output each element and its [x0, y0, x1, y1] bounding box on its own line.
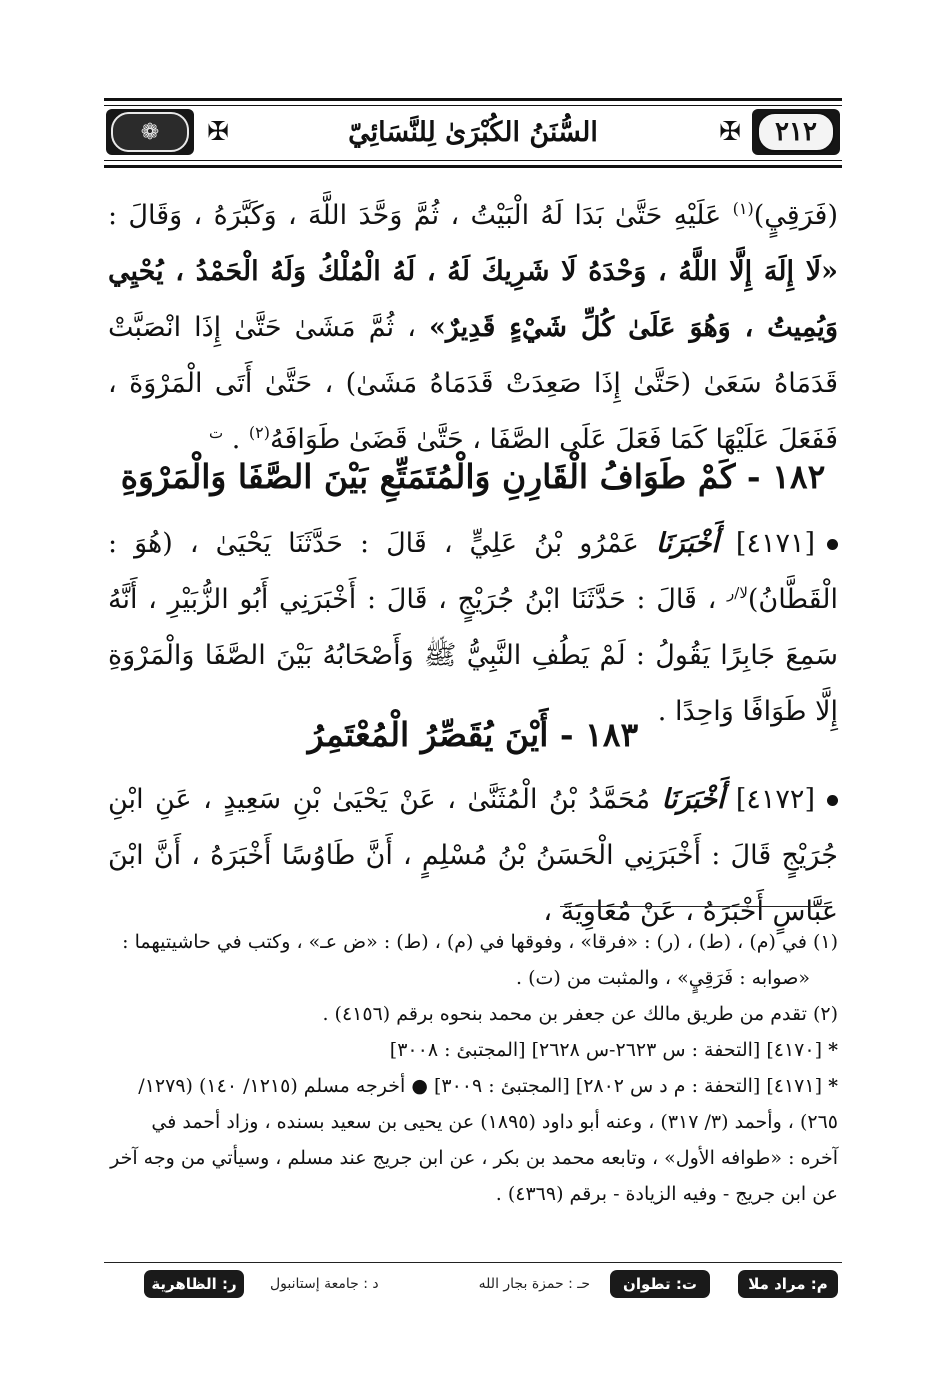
star-icon: *	[828, 1039, 838, 1061]
page-number: ٢١٢	[775, 117, 817, 147]
footnote-ref-2: (٢)	[248, 423, 270, 442]
manuscript-note-mark: ت	[209, 424, 224, 442]
hadith-text: ، قَالَ : حَدَّثَنَا ابْنُ جُرَيْجٍ ، قَالَ : أَخْبَرَنِي أَبُو الزُّبَيْرِ ، أَنَّهُ سَمِعَ جَابِرًا يَقُولُ : لَمْ يَطُفِ النَّبِيُّ ﷺ وَأَصْحَابُهُ بَيْنَ الصَّفَا وَالْمَرْوَةِ إِلَّا طَوَافًا وَاحِدًا .	[108, 584, 838, 727]
siglum-t: ت: تطوان	[610, 1270, 710, 1298]
page-number-frame	[757, 112, 835, 152]
intro-text: .	[231, 424, 249, 455]
emblem-frame	[111, 112, 189, 152]
takhrij-4171	[108, 1068, 838, 1212]
takhrij-text: [٤١٧٠] [التحفة : س ٢٦٢٣-س ٢٦٢٨] [المجتبئ : ٣٠٠٨]	[389, 1039, 823, 1061]
manuscript-sigla-bar	[104, 1266, 842, 1306]
siglum-r: ر: الظاهرية	[144, 1270, 244, 1298]
takhrij-text: [٤١٧١] [التحفة : م د س ٢٨٠٢] [المجتبئ : ٣٠٠٩] ● أخرجه مسلم (١٢١٥/ ١٤٠) (١٢٧٩/ ٢٦٥) ، وأحمد (٣/ ٣١٧) ، وعنه أبو داود (١٨٩٥) عن يحيى بن سعيد بسنده ، وزاد أحمد في آخره : «طوافه الأول» ، وتابعه محمد بن بكر ، عن ابن جريج عند مسلم ، وسيأتي من وجه آخر عن ابن جريج - وفيه الزيادة - برقم (٤٣٦٩) .	[110, 1075, 838, 1205]
dhikr-text: «لَا إِلَهَ إِلَّا اللَّهُ ، وَحْدَهُ لَا شَرِيكَ لَهُ ، لَهُ الْمُلْكُ وَلَهُ الْحَمْدُ ، يُحْيِي وَيُمِيتُ ، وَهُوَ عَلَىٰ كُلِّ شَيْءٍ قَدِيرٌ»	[108, 256, 838, 343]
footnote-separator	[560, 906, 828, 907]
emblem-glyph: ❁	[140, 119, 160, 145]
intro-text: عَلَيْهِ حَتَّىٰ بَدَا لَهُ الْبَيْتُ ، ثُمَّ وَحَّدَ اللَّهَ ، وَكَبَّرَهُ ، وَقَالَ :	[108, 200, 733, 231]
footnote-1-continued: «صوابه : فَرَقِيٍ» ، والمثبت من (ت) .	[516, 967, 810, 989]
hadith-number: [٤١٧٢]	[735, 784, 815, 815]
bullet-icon	[827, 795, 838, 806]
takhrij-4170	[108, 1032, 838, 1068]
ornament-knot-icon: ✠	[207, 117, 229, 147]
siglum-m: م: مراد ملا	[738, 1270, 838, 1298]
intro-text: ، ثُمَّ مَشَىٰ حَتَّىٰ إِذَا انْصَبَّتْ قَدَمَاهُ سَعَىٰ (حَتَّىٰ إِذَا صَعِدَتْ قَدَمَاهُ مَشَىٰ) ، حَتَّىٰ أَتَى الْمَرْوَةَ ، فَفَعَلَ عَلَيْهَا كَمَا فَعَلَ عَلَى الصَّفَا ، حَتَّىٰ قَضَىٰ طَوَافَهُ	[108, 312, 838, 455]
siglum-h: حـ : حمزة بجار الله	[478, 1276, 590, 1292]
ornament-knot-icon: ✠	[719, 117, 741, 147]
hadith-number: [٤١٧١]	[735, 528, 815, 559]
book-title: السُّنَنُ الكُبْرَىٰ لِلنَّسَائِيّ	[348, 117, 598, 148]
intro-paragraph	[108, 188, 838, 468]
footnote-ref-1: (١)	[732, 199, 754, 218]
hadith-4171	[108, 516, 838, 740]
star-icon: *	[828, 1075, 838, 1097]
footnote-2: (٢) تقدم من طريق مالك عن جعفر بن محمد بنحوه برقم (٤١٥٦) .	[322, 1003, 838, 1025]
hadith-4172	[108, 772, 838, 940]
hadith-text: مُحَمَّدُ بْنُ الْمُثَنَّىٰ ، عَنْ يَحْيَىٰ بْنِ سَعِيدٍ ، عَنِ ابْنِ جُرَيْجٍ قَالَ : أَخْبَرَنِي الْحَسَنُ بْنُ مُسْلِمٍ ، أَنَّ طَاوُسًا أَخْبَرَهُ ، أَنَّ ابْنَ عَبَّاسٍ أَخْبَرَهُ ، عَنْ مُعَاوِيَةَ ،	[108, 784, 839, 927]
intro-text: (فَرَقِيٍ)	[753, 200, 838, 231]
akhbarana-formula: أَخْبَرَنَا	[655, 528, 719, 559]
bullet-icon	[827, 539, 838, 550]
siglum-d: د : جامعة إستانبول	[270, 1276, 379, 1292]
calligraphy-emblem-icon	[106, 109, 194, 155]
chapter-heading-183: ١٨٣ - أَيْنَ يُقَصِّرُ الْمُعْتَمِرُ	[307, 715, 639, 754]
footnotes	[108, 924, 838, 1212]
hadith-text: عَمْرُو بْنُ عَلِيٍّ ، قَالَ : حَدَّثَنَا يَحْيَىٰ ، (هُوَ : الْقَطَّانُ)	[108, 528, 838, 615]
bottom-rule	[104, 1262, 842, 1263]
page-header	[104, 98, 842, 168]
footnote-1: (١) في (م) ، (ط) ، (ر) : «فرقا» ، وفوقها في (م) ، (ط) : «ض عـ» ، وكتب في حاشيتيهما :	[122, 931, 838, 953]
manuscript-note-mark: لا/ر	[727, 584, 748, 602]
akhbarana-formula: أَخْبَرَنَا	[661, 784, 725, 815]
page-number-box	[752, 109, 840, 155]
chapter-heading-182: ١٨٢ - كَمْ طَوَافُ الْقَارِنِ وَالْمُتَمَتِّعِ بَيْنَ الصَّفَا وَالْمَرْوَةِ	[120, 457, 826, 496]
